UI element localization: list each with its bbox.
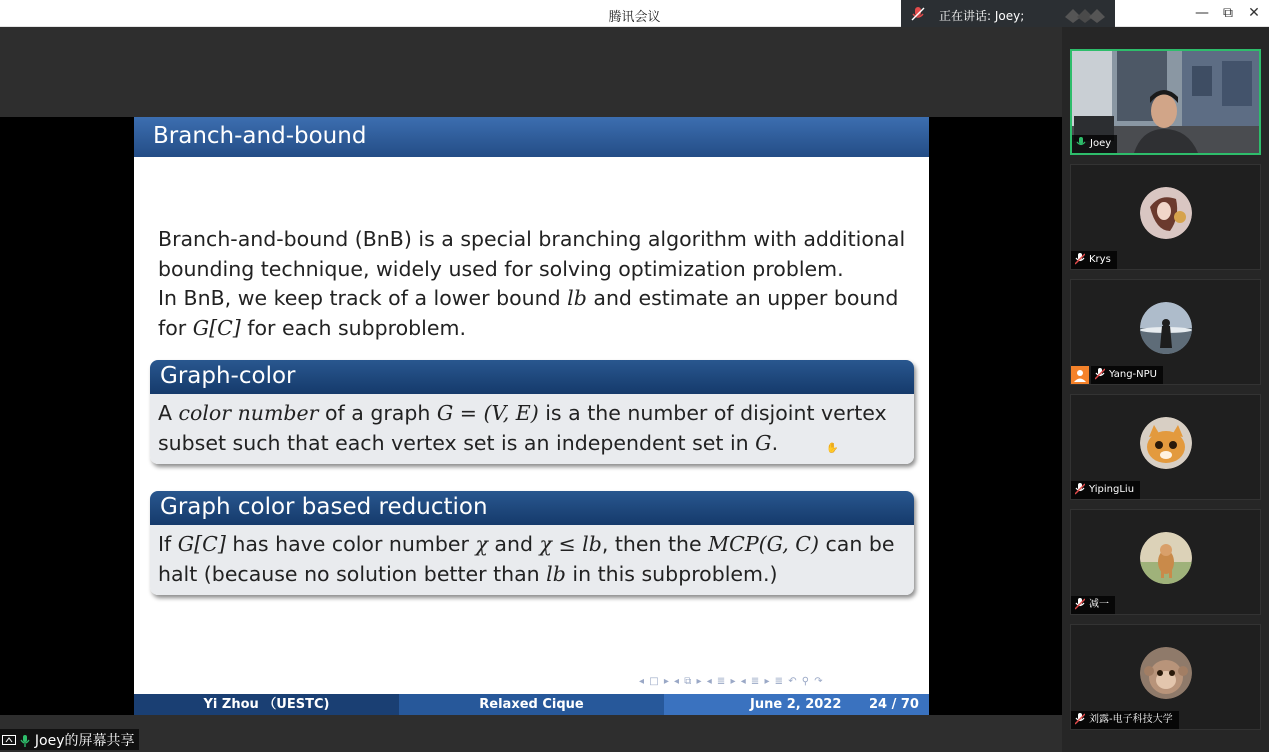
- pointer-cursor-icon: ✋: [826, 443, 839, 454]
- participant-name: 刘露-电子科技大学: [1089, 714, 1173, 725]
- mic-icon: [20, 734, 30, 748]
- slide-viewport: [0, 117, 1062, 715]
- participant-tile-krys[interactable]: [1070, 164, 1261, 270]
- definition-block-reduction: [150, 491, 914, 595]
- participant-name-tag: [1071, 481, 1140, 499]
- participant-tile-yang-npu[interactable]: [1070, 279, 1261, 385]
- avatar: [1140, 532, 1192, 584]
- footer-page-number: 24 / 70: [869, 697, 919, 712]
- screen-share-label-text: Joey的屏幕共享: [34, 733, 135, 749]
- mic-muted-icon: [1075, 483, 1085, 495]
- participant-tile-liulu[interactable]: [1070, 624, 1261, 730]
- slide-intro-text: [158, 225, 918, 343]
- participant-name: 减一: [1089, 599, 1109, 610]
- footer-title: Relaxed Cique: [399, 694, 664, 715]
- participant-tile-joey[interactable]: [1070, 49, 1261, 155]
- shared-screen-area: [0, 27, 1062, 752]
- footer-date: June 2, 2022: [750, 697, 842, 712]
- screen-share-icon: [2, 735, 16, 747]
- intro-line: In BnB, we keep track of a lower bound lb and estimate an upper bound: [158, 286, 899, 310]
- speaking-indicator: [901, 0, 1115, 27]
- speaking-text: 正在讲话: Joey;: [939, 9, 1025, 23]
- close-button[interactable]: ✕: [1248, 5, 1260, 21]
- definition-block-graph-color: [150, 360, 914, 464]
- participant-name-tag: [1091, 366, 1163, 384]
- presentation-slide: [134, 117, 929, 715]
- participant-name-tag: [1071, 711, 1179, 729]
- intro-line: bounding technique, widely used for solving optimization problem.: [158, 256, 844, 281]
- participant-name-tag: [1071, 596, 1115, 614]
- intro-line: for G[C] for each subproblem.: [158, 315, 466, 340]
- restore-button[interactable]: ⧉: [1223, 5, 1233, 21]
- block-title: Graph color based reduction: [150, 491, 914, 525]
- intro-line: Branch-and-bound (BnB) is a special branching algorithm with additional: [158, 227, 906, 251]
- slide-footer: [134, 694, 929, 715]
- avatar: [1140, 647, 1192, 699]
- participant-name-tag: [1071, 251, 1117, 269]
- user-icon: [1071, 366, 1089, 384]
- participant-name: Joey: [1090, 138, 1112, 149]
- participant-tile-jianyi[interactable]: [1070, 509, 1261, 615]
- slide-heading: Branch-and-bound: [134, 117, 929, 157]
- app-title: 腾讯会议: [608, 10, 661, 25]
- footer-author: Yi Zhou （UESTC): [134, 694, 399, 715]
- avatar: [1140, 187, 1192, 239]
- minimize-button[interactable]: —: [1195, 5, 1209, 21]
- beamer-navigation-icons[interactable]: ◂ □ ▸ ◂ ⧉ ▸ ◂ ≣ ▸ ◂ ≣ ▸ ≣ ↶ ⚲ ↷: [639, 676, 824, 687]
- mic-muted-icon: [911, 6, 925, 22]
- mic-muted-icon: [1075, 253, 1085, 265]
- block-body: A color number of a graph G = (V, E) is a the number of disjoint vertex subset such that each vertex set is an independent set in G.: [150, 394, 914, 464]
- participant-name: YipingLiu: [1089, 484, 1135, 495]
- avatar: [1140, 417, 1192, 469]
- block-title: Graph-color: [150, 360, 914, 394]
- avatar: [1140, 302, 1192, 354]
- participant-name: Krys: [1089, 254, 1111, 265]
- mic-active-icon: [1076, 137, 1086, 149]
- block-body: If G[C] has have color number χ and χ ≤ lb, then the MCP(G, C) can be halt (because no solution better than lb in this subproblem.): [150, 525, 914, 595]
- mic-muted-icon: [1075, 713, 1085, 725]
- participant-tile-yipingliu[interactable]: [1070, 394, 1261, 500]
- tencent-glyph-icon: [1061, 5, 1107, 23]
- mic-muted-icon: [1075, 598, 1085, 610]
- window-titlebar: [0, 0, 1269, 27]
- participant-panel: [1062, 27, 1269, 752]
- screen-share-label[interactable]: [0, 729, 139, 750]
- mic-muted-icon: [1095, 368, 1105, 380]
- participant-name-tag: [1072, 135, 1117, 153]
- participant-name: Yang-NPU: [1109, 369, 1157, 380]
- footer-date-page: [664, 694, 929, 715]
